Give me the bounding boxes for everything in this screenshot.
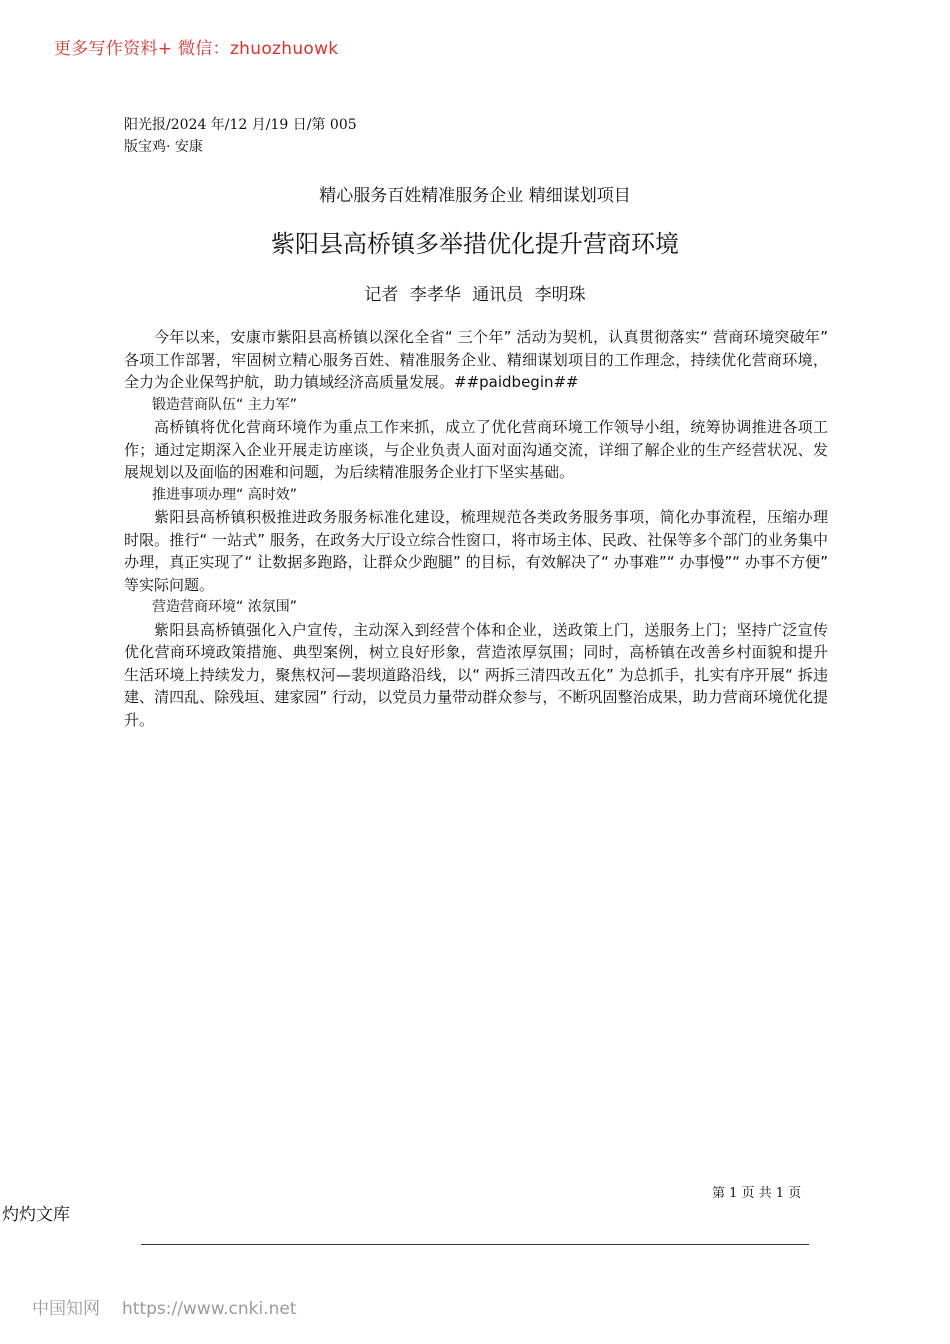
body-paragraph: 今年以来，安康市紫阳县高桥镇以深化全省“ 三个年” 活动为契机，认真贯彻落实“ 营商环境突破年” 各项工作部署，牢固树立精心服务百姓、精准服务企业、精细谋划项目的工作理念，持续优化营商环境，全力为企业保驾护航，助力镇域经济高质量发展。##paidbegin## (124, 328, 828, 391)
section-heading: 营造营商环境“ 浓氛围” (152, 599, 297, 615)
body-paragraph: 紫阳县高桥镇强化入户宣传，主动深入到经营个体和企业，送政策上门，送服务上门；坚持广泛宣传优化营商环境政策措施、典型案例，树立良好形象，营造浓厚氛围；同时，高桥镇在改善乡村面貌和提升生活环境上持续发力，聚焦权河—裴坝道路沿线，以“ 两拆三清四改五化” 为总抓手，扎实有序开展“ 拆违建、清四乱、除残垣、建家园” 行动，以党员力量带动群众参与，不断巩固整治成果，助力营商环境优化提升。 (124, 620, 828, 729)
promo-banner: 更多写作资料+ 微信：zhuozhuowk (54, 39, 339, 59)
article-subtitle: 精心服务百姓精准服务企业 精细谋划项目 (319, 186, 631, 206)
section-heading: 锻造营商队伍“ 主力军” (152, 396, 297, 413)
body-paragraph: 高桥镇将优化营商环境作为重点工作来抓，成立了优化营商环境工作领导小组，统筹协调推进各项工作；通过定期深入企业开展走访座谈，与企业负责人面对面沟通交流，详细了解企业的生产经营状况、发展规划以及面临的困难和问题，为后续精准服务企业打下坚实基础。 (124, 418, 828, 481)
article-body (124, 326, 828, 731)
page-number: 第 1 页 共 1 页 (712, 1186, 802, 1201)
footer-site-url[interactable]: https://www.cnki.net (122, 1299, 297, 1319)
article-byline: 记者 李孝华 通讯员 李明珠 (364, 285, 586, 305)
footer-site-name: 中国知网 (32, 1299, 100, 1319)
article-title: 紫阳县高桥镇多举措优化提升营商环境 (271, 230, 679, 258)
section-heading: 推进事项办理“ 高时效” (152, 486, 297, 503)
source-line: 阳光报/2024 年/12 月/19 日/第 005 (124, 117, 357, 133)
footer-watermark (32, 1294, 318, 1319)
library-name: 灼灼文库 (2, 1205, 70, 1225)
body-paragraph: 紫阳县高桥镇积极推进政务服务标准化建设，梳理规范各类政务服务事项，简化办事流程，压缩办理时限。推行“ 一站式” 服务，在政务大厅设立综合性窗口，将市场主体、民政、社保等多个部门的业务集中办理，真正实现了“ 让数据多跑路，让群众少跑腿” 的目标，有效解决了“ 办事难”“ 办事慢”“ 办事不方便” 等实际问题。 (124, 508, 828, 594)
edition-line: 版宝鸡· 安康 (124, 139, 203, 155)
footer-divider (141, 1244, 809, 1245)
